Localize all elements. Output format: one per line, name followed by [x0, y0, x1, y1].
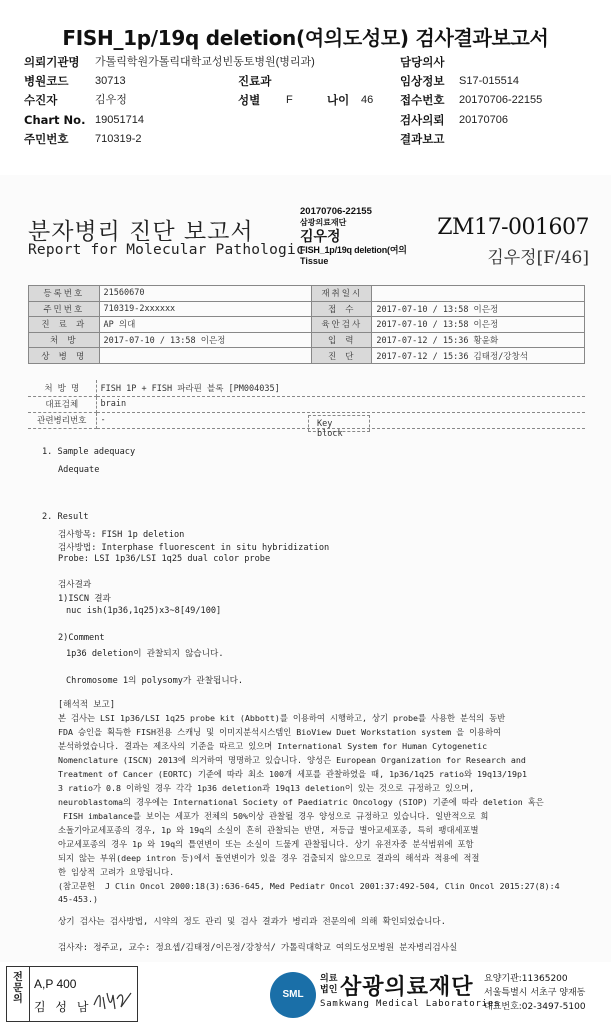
footer — [0, 962, 611, 1032]
dept-label: 진료과 — [238, 74, 272, 88]
institution-value: 가톨릭학원가톨릭대학교성빈동토병원(병리과) — [95, 56, 315, 68]
interpretation-line: Treatment of Cancer (EORTC) 기준에 따라 최소 100개 세포를 관찰하였을 때, 1p36/1q25 ratio와 19q13/19p1 — [58, 769, 527, 779]
report-title-en: Report for Molecular Pathologic — [28, 242, 305, 258]
age-label: 나이 — [327, 93, 350, 107]
org-code: 요양기관:11365200 — [484, 974, 568, 984]
table-row — [29, 286, 585, 302]
accession-value: 20170706-22155 — [459, 94, 543, 106]
examiner-line: 검사자: 정주교, 교수: 정요셉/김태정/이은정/강창석/ 가톨릭대학교 여의도성모병원 분자병리검사실 — [58, 943, 458, 953]
interpretation-line: neuroblastoma의 경우에는 International Society of Paediatric Oncology (SIOP) 기준에 따라 deletion 혹은 — [58, 797, 544, 807]
doctor-code: A,P 400 — [34, 977, 77, 991]
table-cell: 2017-07-10 / 13:58 이은정 — [372, 301, 585, 317]
table-cell: 등록번호 — [29, 286, 100, 302]
rrn-label: 주민번호 — [24, 132, 69, 146]
table-cell: 관련병리번호 — [28, 412, 96, 428]
doctor-label: 담당의사 — [400, 55, 445, 69]
table-cell: 진 료 과 — [29, 317, 100, 333]
interpretation-line: 분석하였습니다. 결과는 제조사의 기준을 따르고 있으며 International System for Human Cytogenetic — [58, 741, 488, 751]
comment-heading: 2)Comment — [58, 633, 105, 643]
table-cell: 처 방 명 — [28, 380, 96, 396]
table-cell — [99, 348, 312, 364]
rrn-value: 710319-2 — [95, 133, 142, 145]
sml-logo-icon: SML — [270, 972, 316, 1018]
table-cell: 21560670 — [99, 286, 312, 302]
interpretation-line: Nomenclature (ISCN) 2013에 의거하여 명명하고 있습니다. 양성은 European Organization for Research and — [58, 755, 526, 765]
table-cell: 육안검사 — [312, 317, 372, 333]
stamp-specimen: Tissue — [300, 256, 329, 266]
report-paper — [0, 175, 611, 962]
table-cell: 2017-07-12 / 15:36 김태정/강창석 — [372, 348, 585, 364]
stamp-number: 20170706-22155 — [300, 206, 372, 217]
interpretation-line: 3 ratio가 0.8 이하일 경우 각각 1p36 deletion과 19q13 deletion이 있는 것으로 규정하고 있으며, — [58, 783, 475, 793]
section-sample-adequacy: 1. Sample adequacy — [42, 447, 136, 457]
table-cell: AP 의대 — [99, 317, 312, 333]
table-cell: FISH 1P + FISH 파라핀 블록 [PM004035] — [96, 380, 585, 396]
table-cell: 710319-2xxxxxx — [99, 301, 312, 317]
age-value: 46 — [361, 94, 374, 106]
report-stamp — [300, 206, 407, 267]
table-cell: 진 단 — [312, 348, 372, 364]
interpretation-line: FDA 승인을 획득한 FISH전용 스캐닝 및 이미지분석시스템인 BioView Duet Workstation system 을 이용하여 — [58, 727, 502, 737]
signature-icon — [91, 987, 135, 1013]
hospital-code-value: 30713 — [95, 75, 126, 87]
table-row — [29, 301, 585, 317]
section-result: 2. Result — [42, 512, 89, 522]
page-title: FISH_1p/19q deletion(여의도성모) 검사결과보고서 — [62, 26, 549, 50]
table-cell — [372, 286, 585, 302]
table-cell: 대표검체 — [28, 396, 96, 412]
table-cell: 재취일시 — [312, 286, 372, 302]
table-row — [28, 396, 585, 412]
table-cell: 입 력 — [312, 332, 372, 348]
interpretation-line: 되지 않는 부위(deep intron 등)에서 돌연변이가 있을 경우 검출되지 않으므로 결과의 해석과 적용에 적절 — [58, 853, 480, 863]
table-cell: 처 방 — [29, 332, 100, 348]
clinical-value: S17-015514 — [459, 75, 519, 87]
table-cell: 주민번호 — [29, 301, 100, 317]
patient-label: 수진자 — [24, 93, 58, 107]
interpretation-line: 한 임상적 고려가 요망됩니다. — [58, 867, 175, 877]
table-row — [28, 380, 585, 396]
table-cell: - — [96, 412, 585, 428]
org-address: 서울특별시 서초구 양재동 — [484, 988, 586, 998]
chart-label: Chart No. — [24, 113, 86, 127]
interpretation-line: 소돌기아교세포종의 경우, 1p 와 19q의 소실이 흔히 관찰되는 반면, 저등급 별아교세포종, 특히 팽대세포별 — [58, 825, 479, 835]
sex-value: F — [286, 94, 293, 106]
stamp-org: 삼광의료재단 — [300, 218, 347, 227]
reference-line: (참고문헌 J Clin Oncol 2000:18(3):636-645, Med Pediatr Oncol 2001:37:492-504, Clin Oncol 2015:27(8):4 — [58, 881, 560, 891]
comment-line: 1p36 deletion이 관찰되지 않습니다. — [66, 649, 224, 659]
result-line: Probe: LSI 1p36/LSI 1q25 dual color probe — [58, 554, 271, 564]
signature-box — [6, 966, 138, 1022]
table-cell: brain — [96, 396, 585, 412]
interpretation-line: FISH imbalance를 보이는 세포가 전체의 50%이상 관찰될 경우 양성으로 규정하고 있습니다. 일반적으로 희 — [58, 811, 489, 821]
patient-value: 김우정 — [95, 94, 127, 106]
signature-divider — [29, 967, 30, 1021]
hospital-code-label: 병원코드 — [24, 74, 69, 88]
report-title-ko: 분자병리 진단 보고서 — [28, 219, 254, 245]
request-label: 검사의뢰 — [400, 113, 445, 127]
comment-line: Chromosome 1의 polysomy가 관찰됩니다. — [66, 676, 244, 686]
registration-table — [28, 285, 585, 364]
result-line: 검사결과 — [58, 580, 92, 590]
accession-label: 접수번호 — [400, 93, 445, 107]
stamp-name: 김우정 — [300, 228, 341, 244]
doctor-name: 김 성 남 — [34, 1000, 92, 1014]
table-cell: 접 수 — [312, 301, 372, 317]
report-number: ZM17-001607 — [437, 215, 589, 240]
clinical-label: 임상정보 — [400, 74, 445, 88]
report-patient: 김우정[F/46] — [487, 248, 589, 268]
chart-value: 19051714 — [95, 114, 144, 126]
result-label: 결과보고 — [400, 132, 445, 146]
org-info — [484, 972, 586, 1014]
reference-line: 45-453.) — [58, 894, 98, 904]
interpretation-line: 아교세포종의 경우 1p 와 19q의 틀연변이 또는 소실이 드물게 관찰됩니다. 상기 유전자중 분석범위에 포함 — [58, 839, 474, 849]
org-phone: 대표번호:02-3497-5100 — [484, 1002, 586, 1012]
table-cell: 2017-07-10 / 13:58 이은정 — [99, 332, 312, 348]
confirmation-line: 상기 검사는 검사방법, 시약의 정도 관리 및 검사 결과가 병리과 전문의에 의해 확인되었습니다. — [58, 917, 446, 927]
table-row — [29, 332, 585, 348]
org-type: 의료 법인 — [320, 974, 338, 995]
table-row — [29, 317, 585, 333]
iscn-value: nuc ish(1p36,1q25)x3~8[49/100] — [66, 606, 222, 616]
request-value: 20170706 — [459, 114, 508, 126]
org-name: 삼광의료재단 — [340, 975, 474, 1000]
table-cell: 2017-07-12 / 15:36 황윤화 — [372, 332, 585, 348]
key-block: Key block — [308, 415, 370, 432]
table-row — [29, 348, 585, 364]
institution-label: 의뢰기관명 — [24, 55, 80, 69]
table-cell: 상 병 명 — [29, 348, 100, 364]
interpretation-heading: [해석적 보고] — [58, 700, 116, 710]
table-row — [28, 412, 585, 428]
sex-label: 성별 — [238, 93, 261, 107]
result-line: 검사항목: FISH 1p deletion — [58, 530, 185, 540]
result-line: 1)ISCN 결과 — [58, 594, 111, 604]
order-table — [28, 380, 585, 429]
stamp-test: FISH_1p/19q deletion(여의 — [300, 245, 407, 255]
adequacy-value: Adequate — [58, 465, 100, 475]
org-name-en: Samkwang Medical Laboratories — [320, 999, 501, 1009]
result-line: 검사방법: Interphase fluorescent in situ hybridization — [58, 543, 330, 553]
table-cell: 2017-07-10 / 13:58 이은정 — [372, 317, 585, 333]
specialist-label: 전문의 — [13, 972, 23, 1005]
interpretation-line: 본 검사는 LSI 1p36/LSI 1q25 probe kit (Abbott)를 이용하여 시행하고, 상기 probe를 사용한 분석의 동반 — [58, 713, 506, 723]
